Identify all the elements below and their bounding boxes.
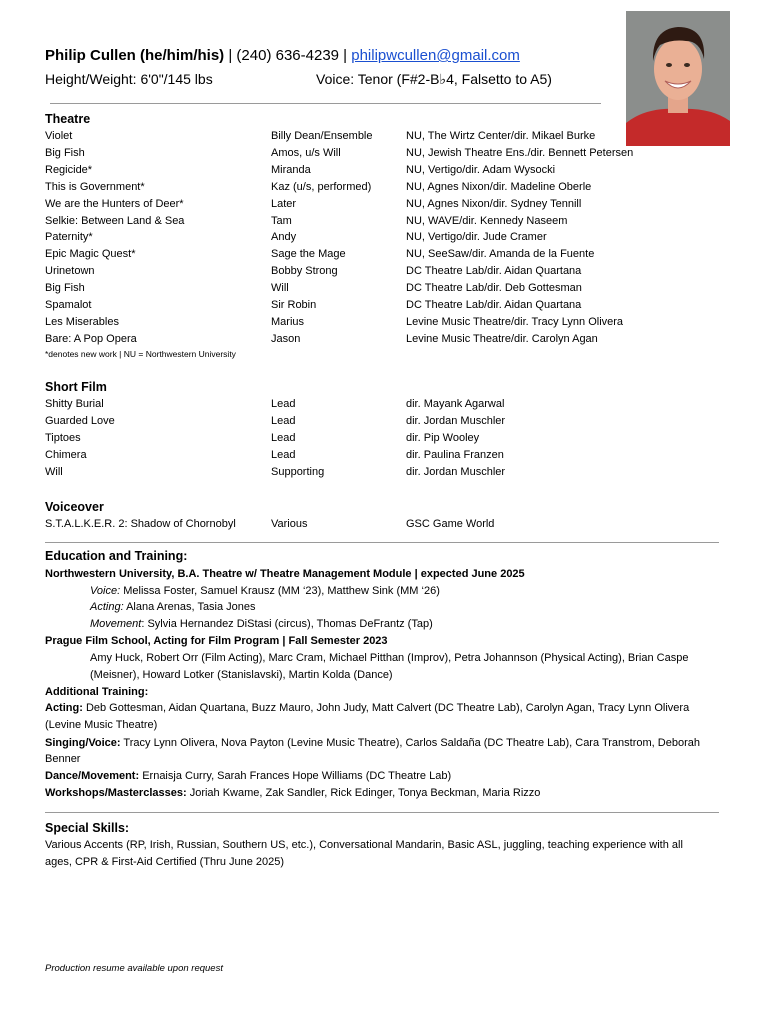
actor-name: Philip Cullen (he/him/his) (45, 47, 225, 64)
credit-company: NU, The Wirtz Center/dir. Mikael Burke (406, 130, 596, 142)
nu-voice (90, 583, 440, 600)
credit-title: Guarded Love (45, 414, 115, 427)
film-row (0, 449, 768, 466)
credit-role: Supporting (271, 465, 325, 478)
credit-title: Epic Magic Quest* (45, 248, 136, 261)
credit-title: Violet (45, 130, 73, 142)
nu-acting (90, 599, 256, 616)
text: Alana Arenas, Tasia Jones (123, 601, 256, 613)
credit-company: NU, Vertigo/dir. Adam Wysocki (406, 163, 556, 176)
nu-degree: Northwestern University, B.A. Theatre w/ Theatre Management Module | expected June 2025 (45, 568, 525, 580)
credit-title: Bare: A Pop Opera (45, 332, 137, 345)
additional-training-heading: Additional Training: (45, 686, 149, 698)
credit-role: Jason (271, 332, 301, 345)
theatre-note: *denotes new work | NU = Northwestern University (45, 349, 236, 359)
text: Joriah Kwame, Zak Sandler, Rick Edinger, Tonya Beckman, Maria Rizzo (186, 787, 541, 799)
credit-title: Les Miserables (45, 315, 119, 328)
credit-company: dir. Jordan Muschler (406, 465, 506, 478)
credit-title: Urinetown (45, 265, 95, 278)
short-film-heading: Short Film (45, 380, 107, 394)
text: Melissa Foster, Samuel Krausz (MM ‘23), Matthew Sink (MM ‘26) (120, 585, 440, 597)
credit-title: We are the Hunters of Deer* (45, 197, 184, 210)
credit-company: dir. Paulina Franzen (406, 448, 504, 461)
label: Dance/Movement: (45, 770, 140, 782)
credit-role: Andy (271, 231, 297, 244)
theatre-row (0, 299, 768, 316)
email-link[interactable]: philipwcullen@gmail.com (351, 47, 520, 64)
footer-note: Production resume available upon request (45, 963, 223, 974)
label: Workshops/Masterclasses: (45, 787, 187, 799)
headshot-photo (626, 11, 730, 146)
theatre-heading: Theatre (45, 112, 91, 126)
credit-company: NU, WAVE/dir. Kennedy Naseem (406, 214, 568, 227)
additional-singing-cont: Benner (45, 753, 81, 765)
credit-title: Regicide* (45, 163, 93, 176)
credit-role: Amos, u/s Will (271, 146, 341, 159)
credit-title: S.T.A.L.K.E.R. 2: Shadow of Chornobyl (45, 518, 236, 530)
credit-title: Chimera (45, 448, 87, 461)
credit-title: Will (45, 465, 63, 478)
skills-line1: Various Accents (RP, Irish, Russian, Southern US, etc.), Conversational Mandarin, Basic ASL, juggling, teaching experience with all (45, 839, 683, 851)
credit-role: Sir Robin (271, 299, 317, 311)
contact-line (45, 47, 520, 64)
credit-title: Tiptoes (45, 431, 81, 444)
theatre-row (0, 333, 768, 350)
credit-role: Will (271, 282, 289, 295)
credit-title: Big Fish (45, 146, 85, 159)
additional-acting (45, 700, 689, 717)
credit-title: Spamalot (45, 299, 92, 311)
credit-role: Various (271, 518, 308, 530)
phone-number[interactable]: (240) 636-4239 (236, 47, 339, 64)
theatre-row (0, 215, 768, 232)
credit-title: This is Government* (45, 180, 145, 193)
text: Deb Gottesman, Aidan Quartana, Buzz Mauro, John Judy, Matt Calvert (DC Theatre Lab), Carolyn Agan, Tracy Lynn Olivera (82, 702, 690, 714)
credit-company: NU, Jewish Theatre Ens./dir. Bennett Petersen (406, 146, 634, 159)
credit-role: Marius (271, 315, 305, 328)
theatre-row (0, 248, 768, 265)
credit-title: Paternity* (45, 231, 93, 244)
separator: | (339, 47, 352, 64)
theatre-row (0, 130, 768, 147)
film-row (0, 432, 768, 449)
film-row (0, 466, 768, 483)
additional-dance (45, 768, 451, 785)
theatre-row (0, 147, 768, 164)
additional-workshops (45, 785, 540, 802)
credit-role: Kaz (u/s, performed) (271, 180, 372, 193)
credit-title: Big Fish (45, 282, 85, 295)
skills-heading: Special Skills: (45, 821, 130, 835)
credit-title: Shitty Burial (45, 398, 104, 410)
credit-role: Bobby Strong (271, 265, 338, 278)
prague-program: Prague Film School, Acting for Film Program | Fall Semester 2023 (45, 635, 388, 647)
label: Acting: (45, 702, 83, 714)
theatre-row (0, 164, 768, 181)
credit-role: Sage the Mage (271, 248, 346, 261)
divider (45, 542, 719, 543)
credit-role: Lead (271, 431, 296, 444)
theatre-row (0, 181, 768, 198)
film-row (0, 398, 768, 415)
credit-company: GSC Game World (406, 518, 495, 530)
credit-company: DC Theatre Lab/dir. Aidan Quartana (406, 265, 582, 278)
additional-singing (45, 735, 700, 752)
height-weight: Height/Weight: 6'0"/145 lbs (45, 71, 213, 87)
text: : Sylvia Hernandez DiStasi (circus), Thomas DeFrantz (Tap) (141, 618, 433, 630)
credit-company: Levine Music Theatre/dir. Tracy Lynn Olivera (406, 315, 624, 328)
credit-company: dir. Mayank Agarwal (406, 398, 505, 410)
credit-company: dir. Pip Wooley (406, 431, 480, 444)
credit-company: dir. Jordan Muschler (406, 414, 506, 427)
credit-company: DC Theatre Lab/dir. Aidan Quartana (406, 299, 582, 311)
divider (50, 103, 601, 104)
additional-acting-cont: (Levine Music Theatre) (45, 719, 158, 731)
voiceover-heading: Voiceover (45, 500, 104, 514)
credit-title: Selkie: Between Land & Sea (45, 214, 185, 227)
credit-company: NU, SeeSaw/dir. Amanda de la Fuente (406, 248, 595, 261)
divider (45, 812, 719, 813)
theatre-row (0, 282, 768, 299)
credit-role: Tam (271, 214, 292, 227)
prague-teachers-line2: (Meisner), Howard Lotker (Stanislavski), Martin Kolda (Dance) (90, 669, 393, 681)
credit-role: Lead (271, 398, 296, 410)
label: Voice: (90, 585, 121, 597)
credit-company: Levine Music Theatre/dir. Carolyn Agan (406, 332, 598, 345)
credit-company: DC Theatre Lab/dir. Deb Gottesman (406, 282, 582, 295)
voiceover-row (0, 518, 768, 535)
credit-role: Miranda (271, 163, 311, 176)
theatre-row (0, 265, 768, 282)
film-row (0, 415, 768, 432)
credit-role: Lead (271, 448, 296, 461)
credit-role: Later (271, 197, 297, 210)
label: Singing/Voice: (45, 737, 121, 749)
nu-movement (90, 616, 433, 633)
theatre-row (0, 231, 768, 248)
label: Movement (90, 618, 142, 630)
text: Ernaisja Curry, Sarah Frances Hope Williams (DC Theatre Lab) (139, 770, 452, 782)
credit-company: NU, Agnes Nixon/dir. Madeline Oberle (406, 180, 592, 193)
credit-role: Lead (271, 414, 296, 427)
theatre-row (0, 198, 768, 215)
separator: | (224, 47, 237, 64)
education-heading: Education and Training: (45, 549, 188, 563)
text: Tracy Lynn Olivera, Nova Payton (Levine Music Theatre), Carlos Saldaña (DC Theatre Lab), Cara Transtrom, Deborah (120, 737, 700, 749)
credit-company: NU, Agnes Nixon/dir. Sydney Tennill (406, 197, 582, 210)
skills-line2: ages, CPR & First-Aid Certified (Thru June 2025) (45, 856, 285, 868)
label: Acting: (90, 601, 124, 613)
credit-company: NU, Vertigo/dir. Jude Cramer (406, 231, 547, 244)
voice-type: Voice: Tenor (F#2-B♭4, Falsetto to A5) (316, 71, 552, 87)
prague-teachers-line1: Amy Huck, Robert Orr (Film Acting), Marc Cram, Michael Pitthan (Improv), Petra Johannson (Physical Acting), Brian Caspe (90, 652, 689, 664)
credit-role: Billy Dean/Ensemble (271, 130, 373, 142)
theatre-row (0, 316, 768, 333)
